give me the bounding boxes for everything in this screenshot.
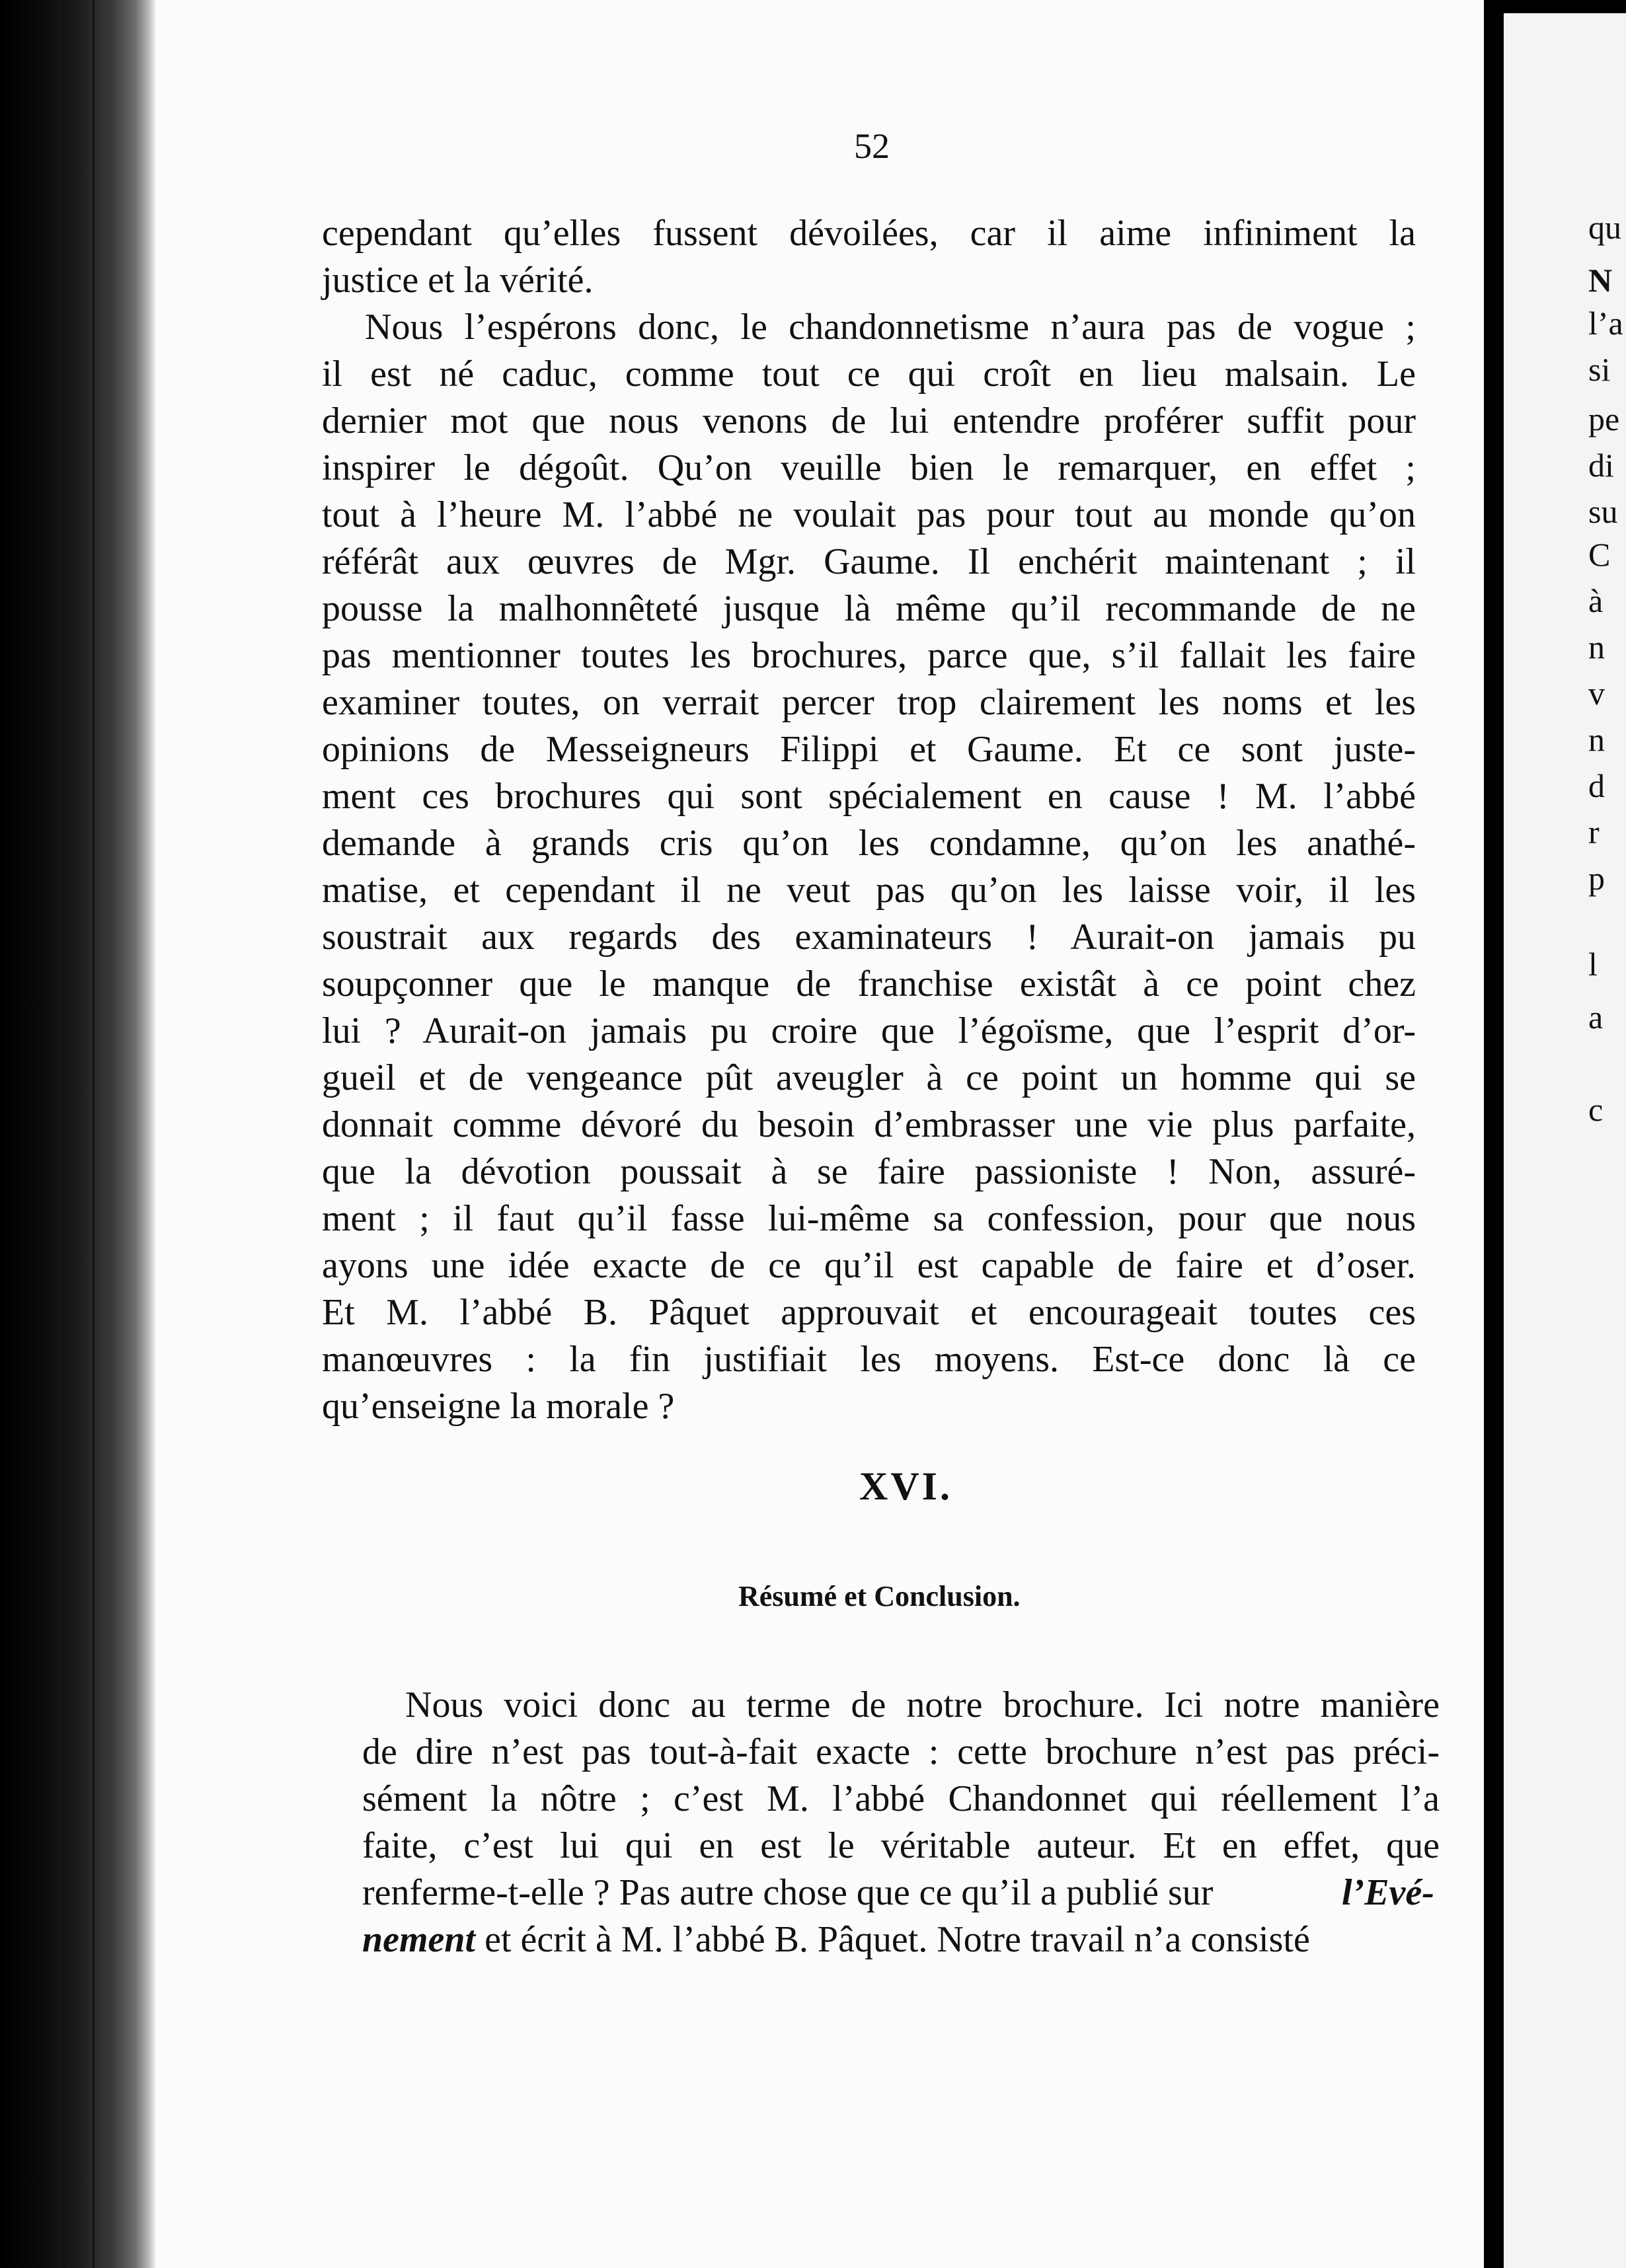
text-line: soupçonner que le manque de franchise existât à ce point chez [322,964,1416,1004]
next-page-fragment: pe [1588,400,1620,437]
next-page-fragment: C [1588,536,1611,573]
text-line: manœuvres : la fin justifiait les moyens. Est-ce donc là ce [322,1339,1416,1380]
text-line: faite, c’est lui qui en est le véritable auteur. Et en effet, que [362,1825,1440,1866]
next-page-fragment: qu [1588,209,1621,246]
next-page-fragment: a [1588,999,1604,1036]
page-number: 52 [854,126,890,166]
text-line: ayons une idée exacte de ce qu’il est capable de faire et d’oser. [322,1245,1416,1286]
next-page-fragment: c [1588,1091,1604,1128]
gutter-edge [93,0,95,2268]
next-page-fragment: à [1588,582,1604,619]
text-line: Nous l’espérons donc, le chandonnetisme n’aura pas de vogue ; [365,307,1416,348]
next-page-fragment: n [1588,721,1605,758]
next-page-fragment: d [1588,767,1605,804]
next-page-fragment: p [1588,860,1605,897]
next-page-fragment: v [1588,675,1605,712]
text-line: tout à l’heure M. l’abbé ne voulait pas pour tout au monde qu’on [322,494,1416,535]
text-line: pousse la malhonnêteté jusque là même qu’il recommande de ne [322,588,1416,629]
text-line: renferme-t-elle ? Pas autre chose que ce qu’il a publié sur [362,1872,1214,1913]
next-page-fragment: N [1588,262,1613,299]
text-line: que la dévotion poussait à se faire passioniste ! Non, assuré- [322,1151,1416,1192]
text-line: de dire n’est pas tout-à-fait exacte : cette brochure n’est pas préci- [362,1731,1440,1772]
text-line: Nous voici donc au terme de notre brochure. Ici notre manière [405,1684,1440,1725]
next-page-edge [1504,13,1626,2268]
body-text-top [322,210,1416,1430]
italic-word: nement [362,1919,476,1960]
text-line: examiner toutes, on verrait percer trop clairement les noms et les [322,682,1416,723]
text-line: lui ? Aurait-on jamais pu croire que l’égoïsme, que l’esprit d’or- [322,1010,1416,1051]
next-page-fragment: l’a [1588,305,1623,342]
section-title: Résumé et Conclusion. [738,1580,1021,1612]
text-line: pas mentionner toutes les brochures, parce que, s’il fallait les faire [322,635,1416,676]
text-line: donnait comme dévoré du besoin d’embrasser une vie plus parfaite, [322,1104,1416,1145]
text-line: opinions de Messeigneurs Filippi et Gaume. Et ce sont juste- [322,729,1416,770]
italic-word: l’Evé- [1342,1872,1434,1913]
text-line: inspirer le dégoût. Qu’on veuille bien le remarquer, en effet ; [322,447,1416,488]
text-line: justice et la vérité. [322,260,594,301]
next-page-fragment: l [1588,946,1598,983]
text-line: il est né caduc, comme tout ce qui croît en lieu malsain. Le [322,354,1416,395]
next-page-fragment: r [1588,813,1600,850]
text-line: cependant qu’elles fussent dévoilées, car il aime infiniment la [322,213,1416,254]
text-line: dernier mot que nous venons de lui entendre proférer suffit pour [322,400,1416,441]
text-line [362,1916,1440,1963]
body-text-bottom [362,1682,1440,1963]
next-page-fragment: n [1588,628,1605,665]
text-line: matise, et cependant il ne veut pas qu’on les laisse voir, il les [322,870,1416,911]
text-line: demande à grands cris qu’on les condamne, qu’on les anathé- [322,823,1416,864]
gutter-edge [63,0,65,2268]
text-line: Et M. l’abbé B. Pâquet approuvait et encourageait toutes ces [322,1292,1416,1333]
text-line: qu’enseigne la morale ? [322,1386,675,1427]
text-line-rest: et écrit à M. l’abbé B. Pâquet. Notre travail n’a consisté [484,1919,1310,1960]
text-line: ment ; il faut qu’il fasse lui-même sa confession, pour que nous [322,1198,1416,1239]
next-page-fragment: si [1588,351,1611,388]
next-page-fragment: su [1588,493,1618,530]
section-number: XVI. [859,1464,953,1508]
next-page-fragment: di [1588,447,1614,484]
text-line: soustrait aux regards des examinateurs ! Aurait-on jamais pu [322,917,1416,958]
book-gutter [0,0,155,2268]
text-line: sément la nôtre ; c’est M. l’abbé Chandonnet qui réellement l’a [362,1778,1440,1819]
text-line: ment ces brochures qui sont spécialement en cause ! M. l’abbé [322,776,1416,817]
text-line: gueil et de vengeance pût aveugler à ce point un homme qui se [322,1057,1416,1098]
text-line: référât aux œuvres de Mgr. Gaume. Il enchérit maintenant ; il [322,541,1416,582]
